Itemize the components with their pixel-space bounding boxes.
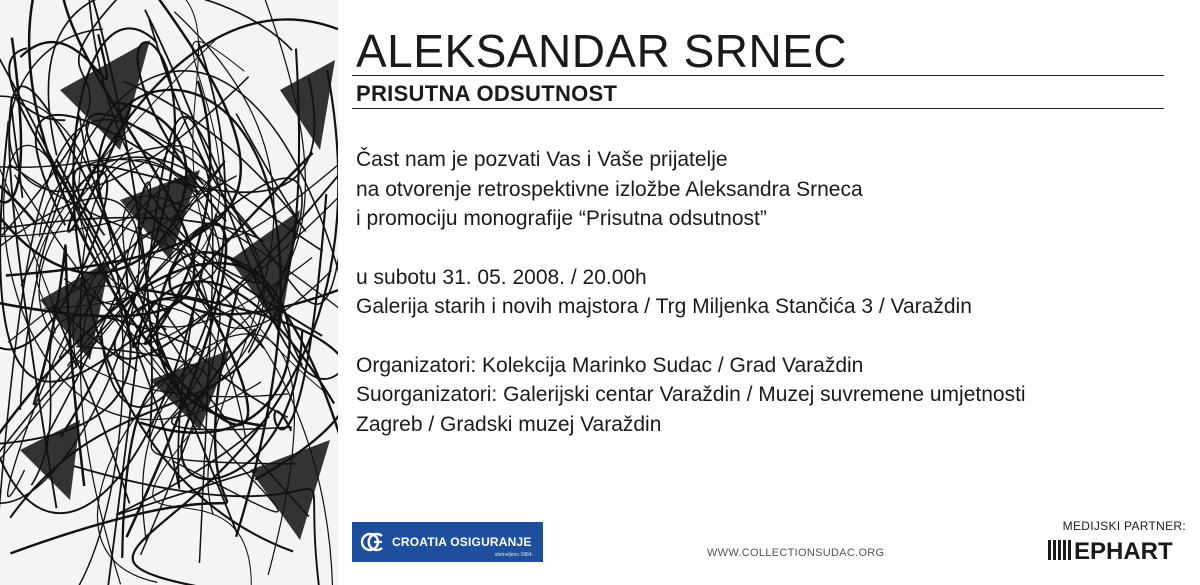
abstract-artwork xyxy=(0,0,338,585)
ephart-wordmark: EPHART xyxy=(1074,538,1173,563)
invitation-line: na otvorenje retrospektivne izložbe Aleksandra Srneca xyxy=(356,177,863,201)
event-date-time: u subotu 31. 05. 2008. / 20.00h xyxy=(356,265,647,289)
sponsor-tagline: utemeljeno 1884. xyxy=(494,552,533,558)
invitation-content xyxy=(352,0,1192,585)
artwork-panel xyxy=(0,0,338,585)
sponsor-name: CROATIA OSIGURANJE xyxy=(392,535,532,549)
exhibition-subtitle: PRISUTNA ODSUTNOST xyxy=(356,81,618,106)
event-details xyxy=(356,263,1026,322)
croatia-osiguranje-icon xyxy=(360,529,386,555)
invitation-paragraph xyxy=(356,145,1026,234)
media-partner-label: MEDIJSKI PARTNER: xyxy=(1062,519,1186,533)
sponsor-logo xyxy=(352,522,543,562)
event-venue: Galerija starih i novih majstora / Trg Miljenka Stančića 3 / Varaždin xyxy=(356,295,972,318)
website-url: WWW.COLLECTIONSUDAC.ORG xyxy=(707,547,885,559)
invitation-line: Čast nam je pozvati Vas i Vaše prijatelje xyxy=(356,148,728,171)
invitation-line: i promociju monografije “Prisutna odsutnost” xyxy=(356,207,767,230)
organizers-line: Organizatori: Kolekcija Marinko Sudac / Grad Varaždin xyxy=(356,353,864,377)
co-organizers-line: Suorganizatori: Galerijski centar Varaždin / Muzej suvremene umjetnosti xyxy=(356,383,1026,406)
top-divider xyxy=(352,75,1164,76)
co-organizers-line-continued: Zagreb / Gradski muzej Varaždin xyxy=(356,412,662,436)
ephart-logo xyxy=(1046,537,1186,563)
artist-name: ALEKSANDAR SRNEC xyxy=(356,25,848,77)
organizers-paragraph xyxy=(356,351,1026,440)
invitation-body xyxy=(356,145,1026,439)
bottom-divider xyxy=(352,108,1164,109)
